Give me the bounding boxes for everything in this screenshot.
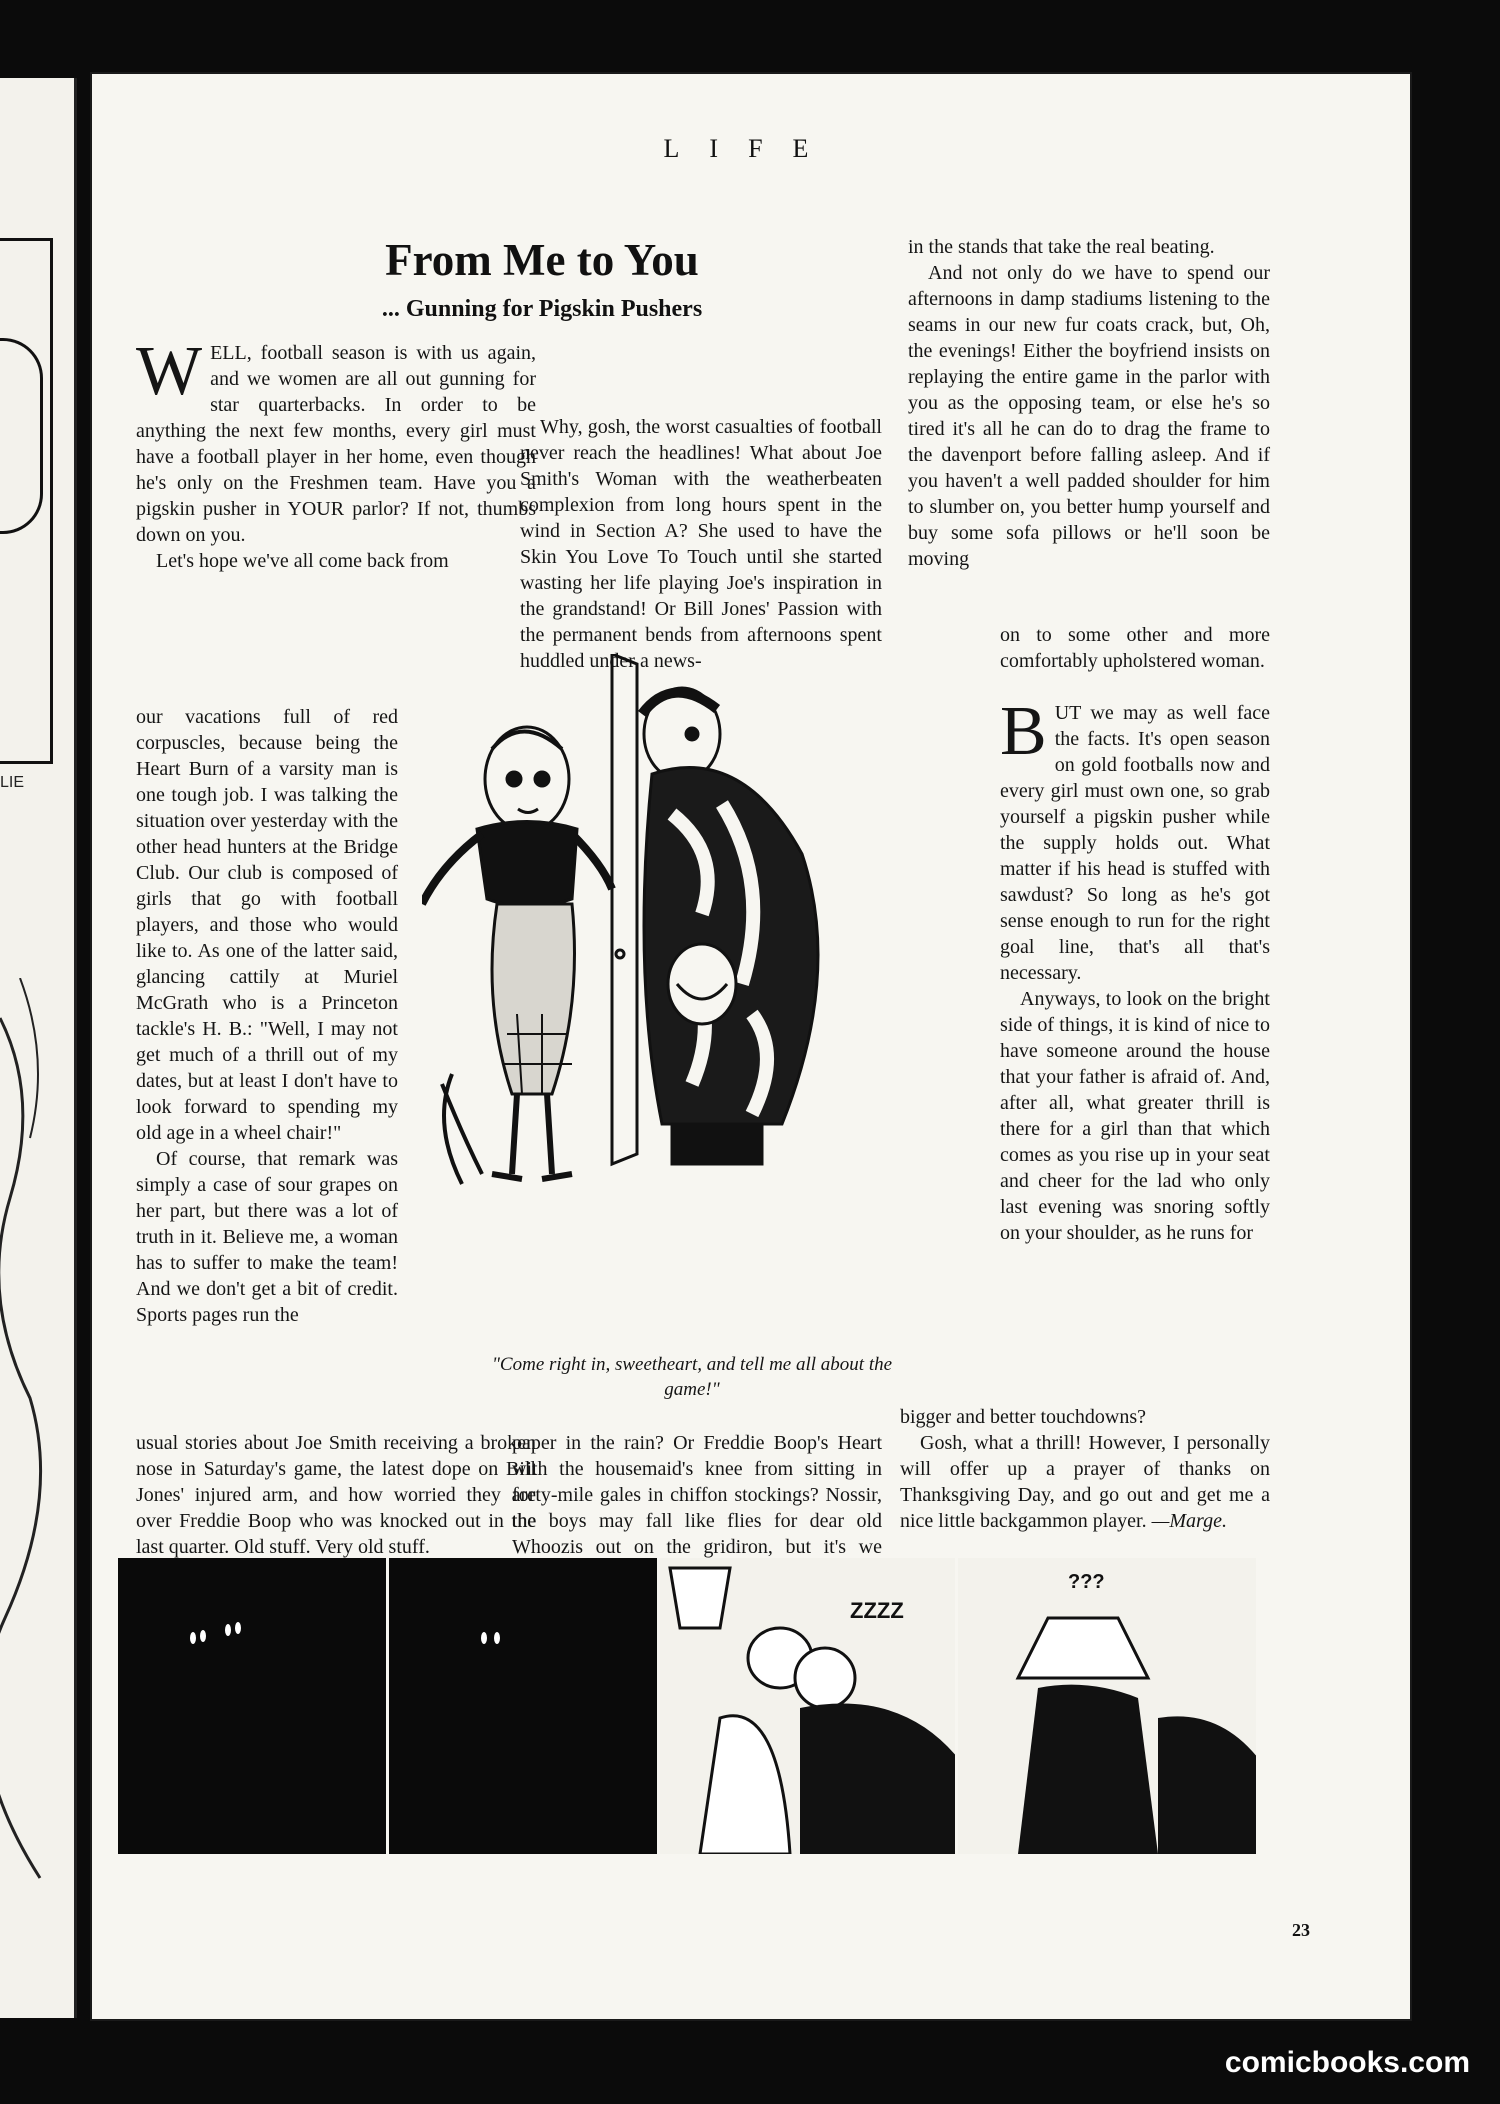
source-watermark: comicbooks.com: [1224, 2046, 1470, 2079]
confusion-sound: ???: [1068, 1571, 1106, 1593]
eyes-in-dark: [118, 1558, 388, 1854]
comic-strip: [118, 1558, 1256, 1854]
drop-cap: W: [136, 333, 203, 410]
paragraph: on to some other and more comfortably upholstered woman.: [1000, 624, 1270, 672]
comic-panel-4: [958, 1558, 1256, 1854]
column-1-top: [136, 333, 536, 574]
paragraph: bigger and better touchdowns?: [900, 1406, 1147, 1428]
paragraph: BUT we may as well face the facts. It's open season on gold footballs now and every girl must own one, so grab yourself a pigskin pusher while the supply holds out. What matter if his head is stuffed with sawdust? So long as he's got sense enough to run for the right goal line, that's all that's necessary.: [1000, 693, 1270, 984]
comic-panel-2: [389, 1558, 660, 1854]
paragraph: Anyways, to look on the bright side of things, it is kind of nice to have someone around the house that your father is afraid of. And, after all, what greater thrill is there for a girl than that which comes as you rise up in your seat and cheer for the lad who only last evening was snoring softly on your shoulder, as he runs for: [1000, 988, 1270, 1244]
paragraph: Let's hope we've all come back from: [156, 550, 449, 572]
column-3-narrow: [1000, 622, 1270, 1246]
man-in-fur-coat: [642, 688, 818, 1164]
paragraph: And not only do we have to spend our afternoons in damp stadiums listening to the seams in our new fur coats crack, but, Oh, the evenings! Either the boyfriend insists on replaying the entire game in the parlor with you as the opposing team, or else he's so tired it's all he can do to drag the frame to the davenport before falling asleep. And if you haven't a well padded shoulder for him to slumber on, you better hump yourself and buy some sofa pillows or he'll soon be moving: [908, 262, 1270, 570]
article-subtitle: ... Gunning for Pigskin Pushers: [381, 296, 703, 322]
paragraph: paper in the rain? Or Freddie Boop's Heart with the housemaid's knee from sitting in forty-mile gales in chiffon stockings? Nossir, the boys may fall like flies for dear old Whoozis out on the gridiron, but it's we: [512, 1432, 882, 1558]
column-3-bottom: [900, 1404, 1270, 1534]
paragraph: Gosh, what a thrill! However, I personally will offer up a prayer of thanks on Thanksgiving Day, and go out and get me a nice little backgammon player. —Marge.: [900, 1432, 1270, 1532]
paragraph: in the stands that take the real beating.: [908, 236, 1215, 258]
snore-sound: ZZZZ: [849, 1598, 904, 1623]
paragraph: usual stories about Joe Smith receiving a broken nose in Saturday's game, the latest dope on Bill Jones' injured arm, and how worried they are over Freddie Boop who was knocked out in the last quarter. Old stuff. Very old stuff.: [136, 1432, 536, 1558]
running-head: LIFE: [663, 134, 839, 163]
couple-sleeping-scene: [660, 1558, 958, 1854]
eyes-in-dark: [389, 1558, 659, 1854]
comic-panel-3: [660, 1558, 959, 1854]
woman-figure: [422, 727, 612, 1184]
adjacent-page-drawing-curve: [0, 338, 43, 534]
illustration-caption: "Come right in, sweetheart, and tell me all about the game!": [491, 1354, 893, 1400]
paragraph: our vacations full of red corpuscles, because being the Heart Burn of a varsity man is one tough job. I was talking the situation over yesterday with the other head hunters at the Bridge Club. Our club is composed of girls that go with football players, and those who would like to. As one of the latter said, glancing cattily at Muriel McGrath who is a Princeton tackle's H. B.: "Well, I may not get much of a thrill out of my dates, but at least I don't have to look forward to spending my old age in a wheel chair!": [136, 706, 398, 1144]
comic-panel-1: [118, 1558, 389, 1854]
author-signature: —Marge.: [1151, 1510, 1227, 1532]
paragraph: WELL, football season is with us again, and we women are all out gunning for star quarterbacks. In order to be anything the next few months, every girl must have a football player in her home, even though he's only on the Freshmen team. Have you a pigskin pusher in YOUR parlor? If not, thumbs down on you.: [136, 333, 536, 546]
paragraph: Why, gosh, the worst casualties of football never reach the headlines! What about Joe Smith's Woman with the weatherbeaten complexion from long hours spent in the wind in Section A? She used to have the Skin You Love To Touch until she started wasting her life playing Joe's inspiration in the grandstand! Or Bill Jones' Passion with the permanent bends from afternoons spent huddled under a news-: [520, 416, 882, 672]
door: [612, 654, 637, 1164]
adjacent-page-label: LIE: [0, 774, 25, 791]
column-1-bottom: [136, 1430, 536, 1560]
column-3-top: [908, 234, 1270, 572]
article-title: From Me to You: [385, 235, 699, 285]
adjacent-page-sketch: [0, 978, 70, 1978]
column-2-top: [520, 414, 882, 674]
paragraph: Of course, that remark was simply a case of sour grapes on her part, but there was a lot of truth in it. Believe me, a woman has to suffer to make the team! And we don't get a bit of credit. Sports pages run the: [136, 1148, 398, 1326]
adjacent-page-fragment: [0, 78, 77, 2018]
column-1-narrow: [136, 704, 398, 1328]
page-number: 23: [1292, 1920, 1310, 1940]
cartoon-illustration: [422, 654, 932, 1354]
lampshade-head-scene: [958, 1558, 1256, 1854]
magazine-page: [92, 74, 1410, 2019]
drop-cap: B: [1000, 693, 1047, 770]
